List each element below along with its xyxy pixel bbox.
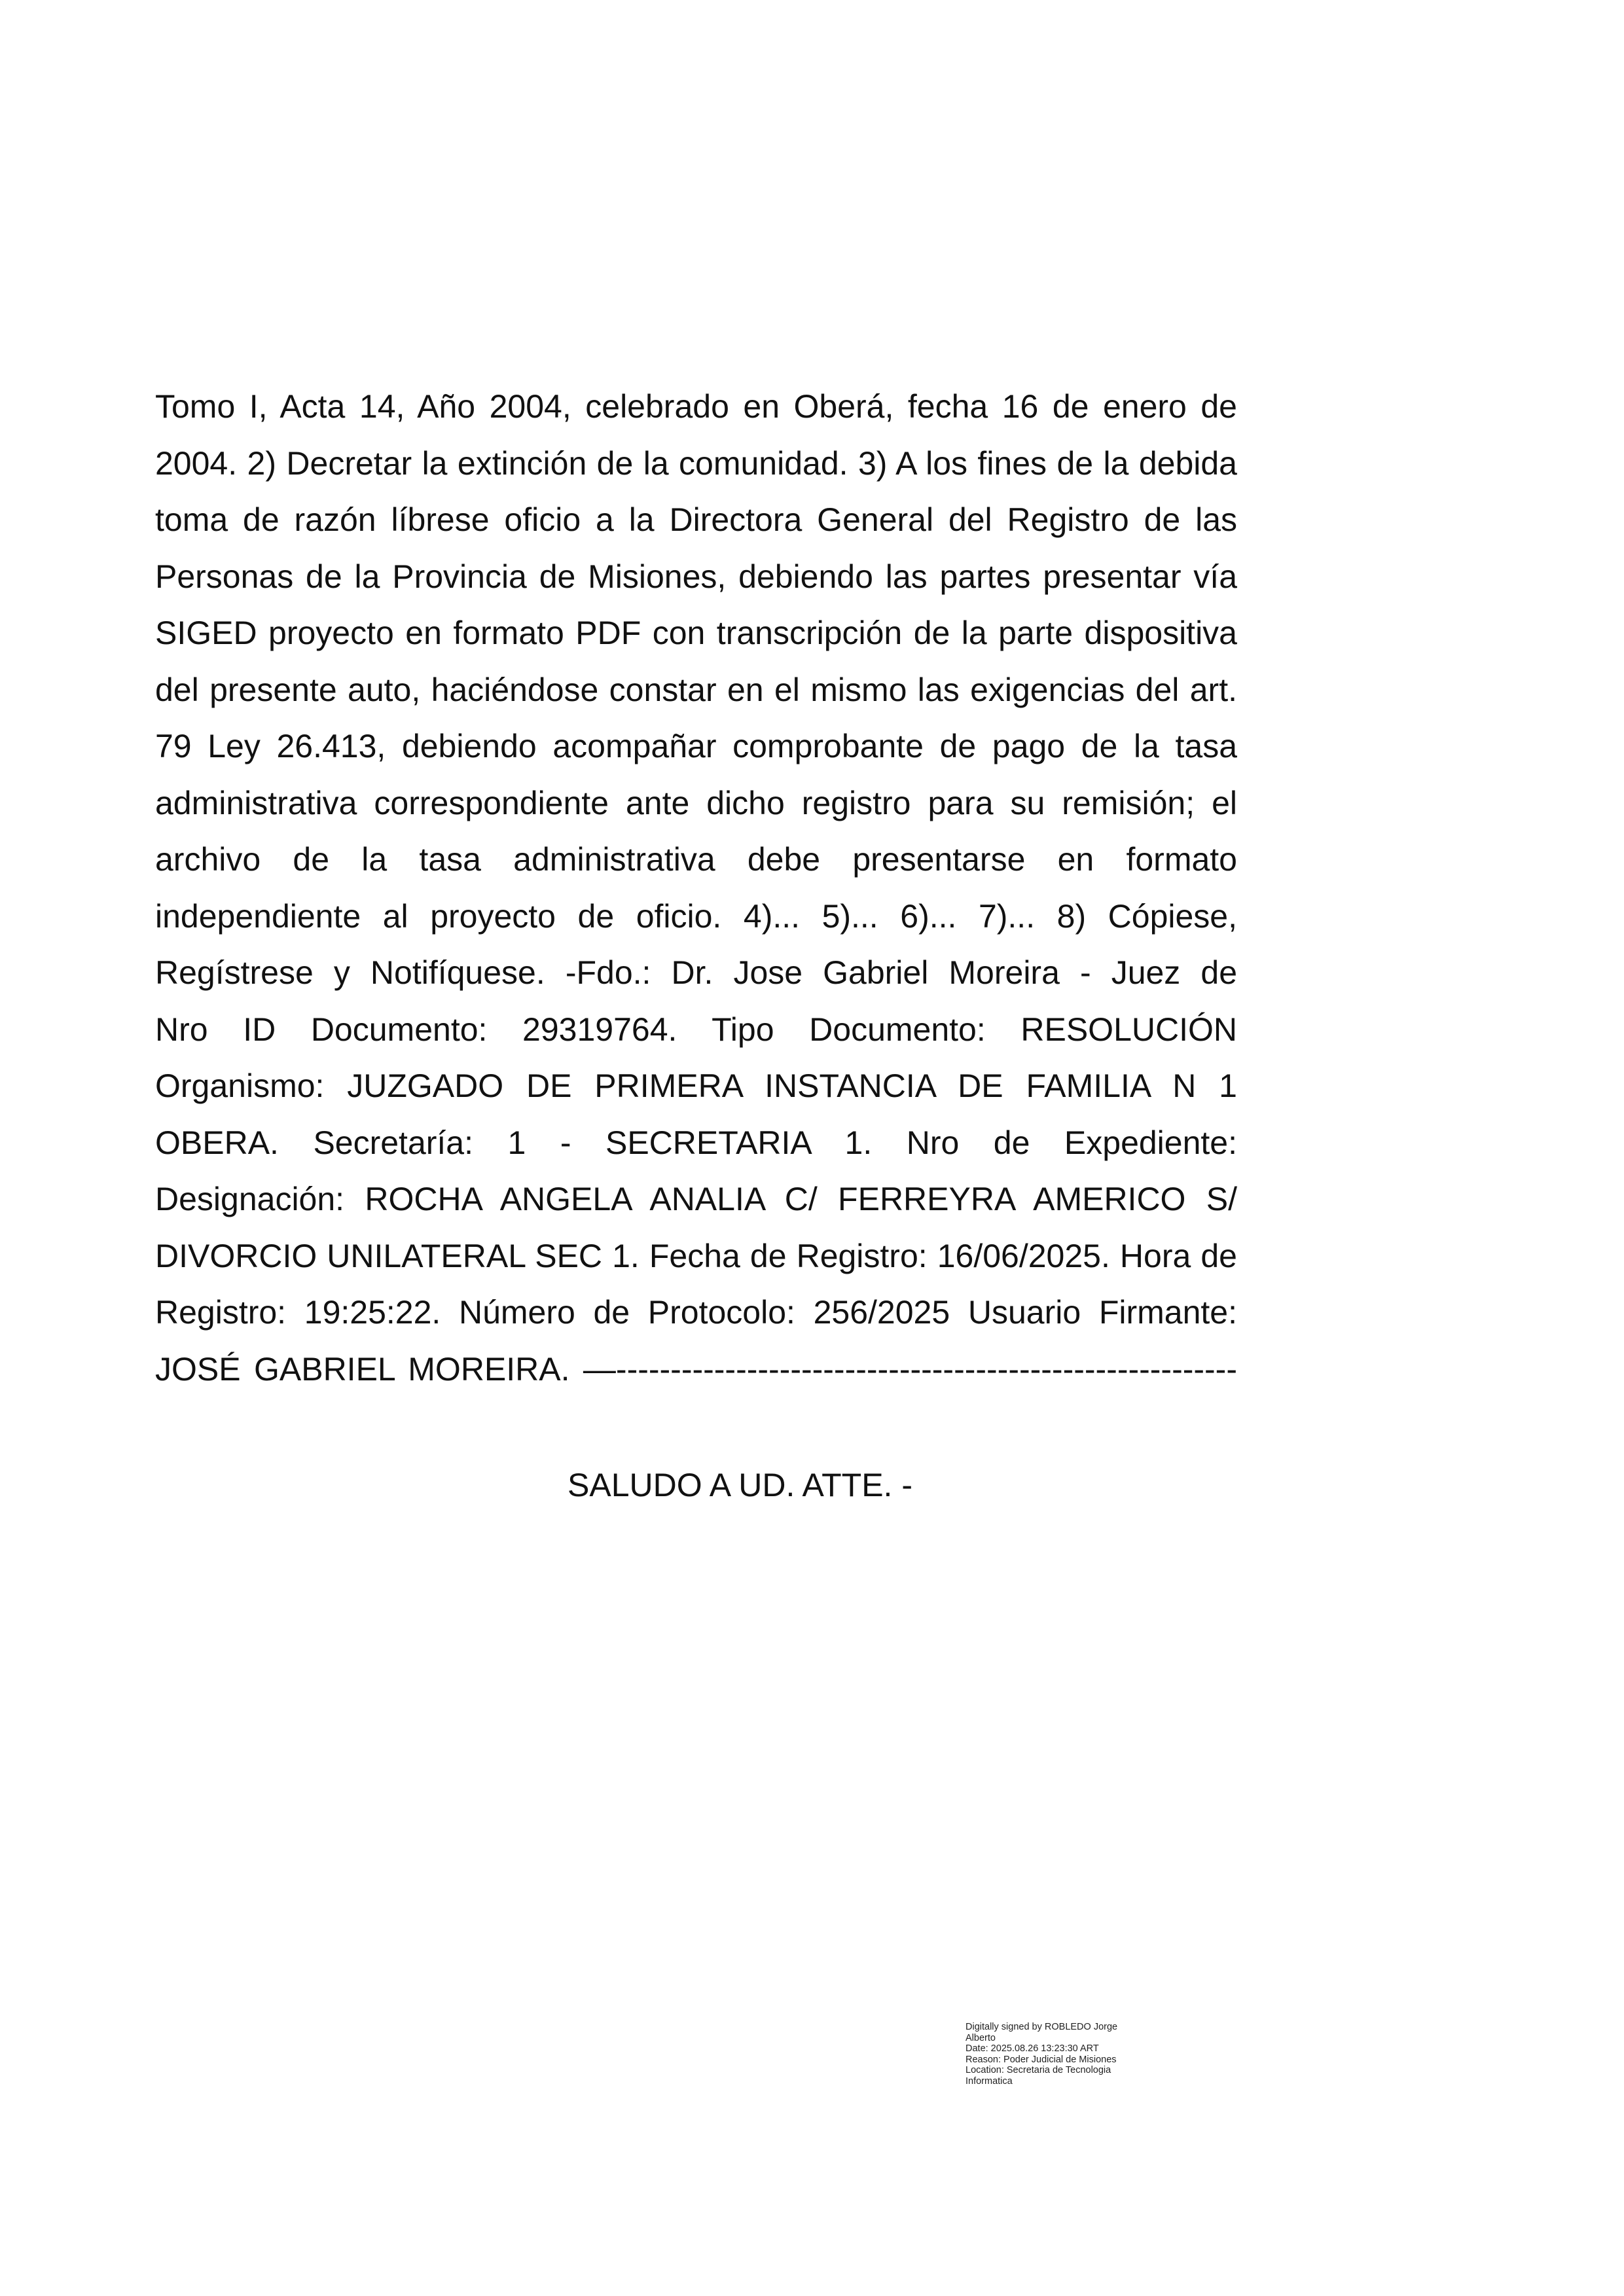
body-line: 2004. 2) Decretar la extinción de la comunidad. 3) A los fines de la debida <box>155 444 1237 482</box>
body-line: Nro ID Documento: 29319764. Tipo Documento: RESOLUCIÓN <box>155 1011 1237 1048</box>
body-line: DIVORCIO UNILATERAL SEC 1. Fecha de Registro: 16/06/2025. Hora de <box>155 1237 1237 1274</box>
body-line: Designación: ROCHA ANGELA ANALIA C/ FERREYRA AMERICO S/ <box>155 1181 1237 1217</box>
closing-salutation <box>0 1457 1624 1513</box>
body-line: archivo de la tasa administrativa debe presentarse en formato <box>155 841 1237 878</box>
closing-text: SALUDO A UD. ATTE. - <box>568 1467 912 1503</box>
signature-line: Alberto <box>965 2032 996 2043</box>
body-line: Registro: 19:25:22. Número de Protocolo: 256/2025 Usuario Firmante: <box>155 1294 1237 1331</box>
body-line: 79 Ley 26.413, debiendo acompañar comprobante de pago de la tasa <box>155 728 1237 764</box>
signature-date: Date: 2025.08.26 13:23:30 ART <box>965 2043 1099 2054</box>
body-line: administrativa correspondiente ante dicho registro para su remisión; el <box>155 784 1237 821</box>
body-line: Tomo I, Acta 14, Año 2004, celebrado en Oberá, fecha 16 de enero de <box>155 388 1237 425</box>
body-line: Organismo: JUZGADO DE PRIMERA INSTANCIA DE FAMILIA N 1 <box>155 1067 1237 1104</box>
signature-location: Location: Secretaria de Tecnologia <box>965 2065 1111 2075</box>
body-line: toma de razón líbrese oficio a la Directora General del Registro de las <box>155 501 1237 538</box>
resolution-body-text <box>155 378 1237 1397</box>
signature-line: Digitally signed by ROBLEDO Jorge <box>965 2022 1118 2032</box>
body-line: OBERA. Secretaría: 1 - SECRETARIA 1. Nro de Expediente: <box>155 1124 1237 1161</box>
signature-reason: Reason: Poder Judicial de Misiones <box>965 2054 1117 2065</box>
body-line: SIGED proyecto en formato PDF con transcripción de la parte dispositiva <box>155 615 1237 651</box>
body-line: independiente al proyecto de oficio. 4)... 5)... 6)... 7)... 8) Cópiese, <box>155 897 1237 935</box>
signature-line: Informatica <box>965 2075 1013 2087</box>
body-line: Regístrese y Notifíquese. -Fdo.: Dr. Jose Gabriel Moreira - Juez de <box>155 954 1237 991</box>
body-line: del presente auto, haciéndose constar en el mismo las exigencias del art. <box>155 671 1237 708</box>
body-line: JOSÉ GABRIEL MOREIRA. —--------------------------------------------------------- <box>155 1350 1237 1388</box>
digital-signature-stamp <box>965 2022 1175 2087</box>
body-line: Personas de la Provincia de Misiones, debiendo las partes presentar vía <box>155 558 1237 595</box>
